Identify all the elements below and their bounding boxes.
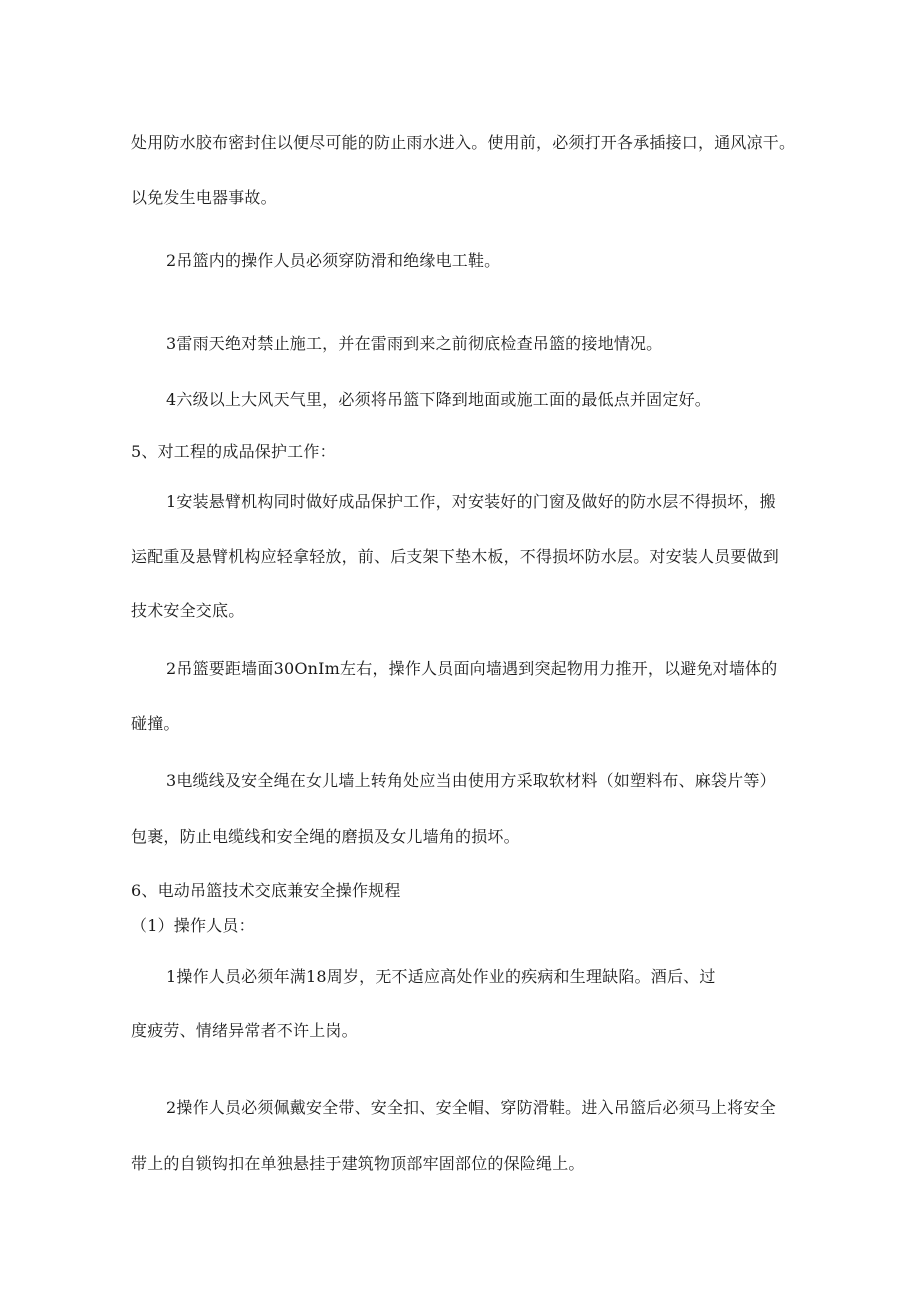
paragraph-line: 3雷雨天绝对禁止施工，并在雷雨到来之前彻底检查吊篮的接地情况。: [166, 334, 663, 353]
paragraph-line: 4六级以上大风天气里，必须将吊篮下降到地面或施工面的最低点并固定好。: [166, 390, 711, 409]
paragraph-line: 2吊篮要距墙面30OnIm左右，操作人员面向墙遇到突起物用力推开，以避免对墙体的: [166, 659, 778, 678]
paragraph-line: 处用防水胶布密封住以便尽可能的防止雨水进入。使用前，必须打开各承插接口，通风凉干。: [131, 133, 796, 152]
paragraph-line: 带上的自锁钩扣在单独悬挂于建筑物顶部牢固部位的保险绳上。: [131, 1154, 585, 1173]
paragraph-line: 包裹，防止电缆线和安全绳的磨损及女儿墙角的损坏。: [131, 827, 520, 846]
paragraph-line: 2操作人员必须佩戴安全带、安全扣、安全帽、穿防滑鞋。进入吊篮后必须马上将安全: [166, 1098, 776, 1117]
paragraph-line: 2吊篮内的操作人员必须穿防滑和绝缘电工鞋。: [166, 251, 501, 270]
section-heading: 5、对工程的成品保护工作：: [131, 442, 336, 461]
subsection-heading: （1）操作人员：: [131, 916, 255, 935]
section-heading: 6、电动吊篮技术交底兼安全操作规程: [131, 881, 401, 900]
paragraph-line: 3电缆线及安全绳在女儿墙上转角处应当由使用方采取软材料（如塑料布、麻袋片等）: [166, 771, 776, 790]
paragraph-line: 技术安全交底。: [131, 601, 245, 620]
paragraph-line: 1安装悬臂机构同时做好成品保护工作，对安装好的门窗及做好的防水层不得损坏，搬: [166, 492, 776, 511]
paragraph-line: 运配重及悬臂机构应轻拿轻放，前、后支架下垫木板，不得损坏防水层。对安装人员要做到: [131, 547, 780, 566]
paragraph-line: 碰撞。: [131, 714, 180, 733]
paragraph-line: 1操作人员必须年满18周岁，无不适应高处作业的疾病和生理缺陷。酒后、过: [166, 967, 716, 986]
paragraph-line: 以免发生电器事故。: [131, 188, 277, 207]
paragraph-line: 度疲劳、情绪异常者不许上岗。: [131, 1021, 358, 1040]
